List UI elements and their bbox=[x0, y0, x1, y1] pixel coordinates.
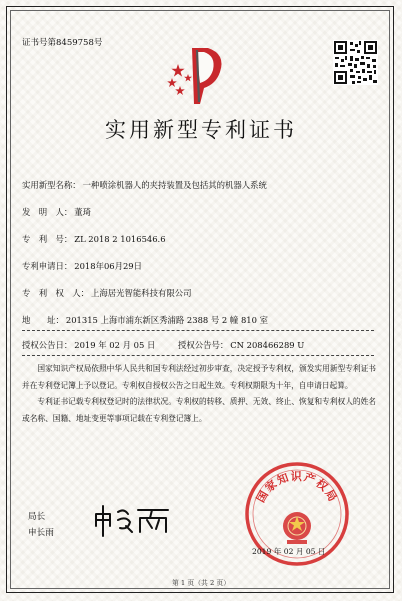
divider bbox=[22, 355, 374, 356]
announcement-number-label: 授权公告号： bbox=[178, 340, 229, 350]
field-label: 专利申请日： bbox=[22, 261, 73, 271]
field-value: 2018年06月29日 bbox=[74, 261, 143, 271]
patent-office-emblem-icon bbox=[164, 44, 230, 108]
patentee-row bbox=[22, 287, 192, 299]
signatory-title: 局长 bbox=[28, 512, 46, 522]
signatory-name: 申长雨 bbox=[28, 528, 54, 538]
announcement-date-value: 2019 年 02 月 05 日 bbox=[74, 340, 156, 350]
patent-number-row bbox=[22, 233, 166, 245]
inventor-row bbox=[22, 206, 91, 218]
field-value: 一种喷涂机器人的夹持装置及包括其的机器人系统 bbox=[82, 180, 267, 190]
announcement-date-label: 授权公告日： bbox=[22, 340, 73, 350]
field-label: 发 明 人： bbox=[22, 207, 73, 217]
body-paragraph: 国家知识产权局依照中华人民共和国专利法经过初步审查，决定授予专利权，颁发实用新型专利证书并在专利登记簿上予以登记。专利权自授权公告之日起生效。专利权期限为十年，自申请日起算。 bbox=[22, 364, 376, 390]
qr-code-icon bbox=[333, 40, 378, 85]
announcement-row bbox=[22, 339, 304, 351]
handwritten-signature bbox=[92, 502, 172, 538]
field-label: 专 利 号： bbox=[22, 234, 73, 244]
seal-text: 国家知识产权局 bbox=[254, 470, 340, 505]
filing-date-row bbox=[22, 260, 142, 272]
seal-date: 2019 年 02 月 05 日 bbox=[252, 547, 326, 556]
field-value: 上海居光智能科技有限公司 bbox=[91, 288, 192, 298]
certificate-title: 实用新型专利证书 bbox=[105, 118, 297, 142]
divider bbox=[22, 330, 374, 331]
page-number: 第 1 页（共 2 页） bbox=[171, 579, 231, 587]
field-value: ZL 2018 2 1016546.6 bbox=[74, 234, 166, 244]
field-label: 实用新型名称： bbox=[22, 180, 81, 190]
field-value: 董琦 bbox=[74, 207, 91, 217]
utility-model-name-row bbox=[22, 179, 267, 191]
body-paragraph: 专利证书记载专利权登记时的法律状况。专利权的转移、质押、无效、终止、恢复和专利权人的姓名或名称、国籍、地址变更等事项记载在专利登记簿上。 bbox=[22, 397, 376, 423]
certificate-number: 证书号第8459758号 bbox=[22, 38, 103, 48]
field-value: 201315 上海市浦东新区秀浦路 2388 号 2 幢 810 室 bbox=[65, 315, 268, 325]
field-label: 地 址： bbox=[22, 315, 64, 325]
announcement-number-value: CN 208466289 U bbox=[230, 340, 305, 350]
address-row bbox=[22, 314, 268, 326]
field-label: 专 利 权 人： bbox=[22, 288, 89, 298]
certificate-body bbox=[22, 361, 376, 427]
